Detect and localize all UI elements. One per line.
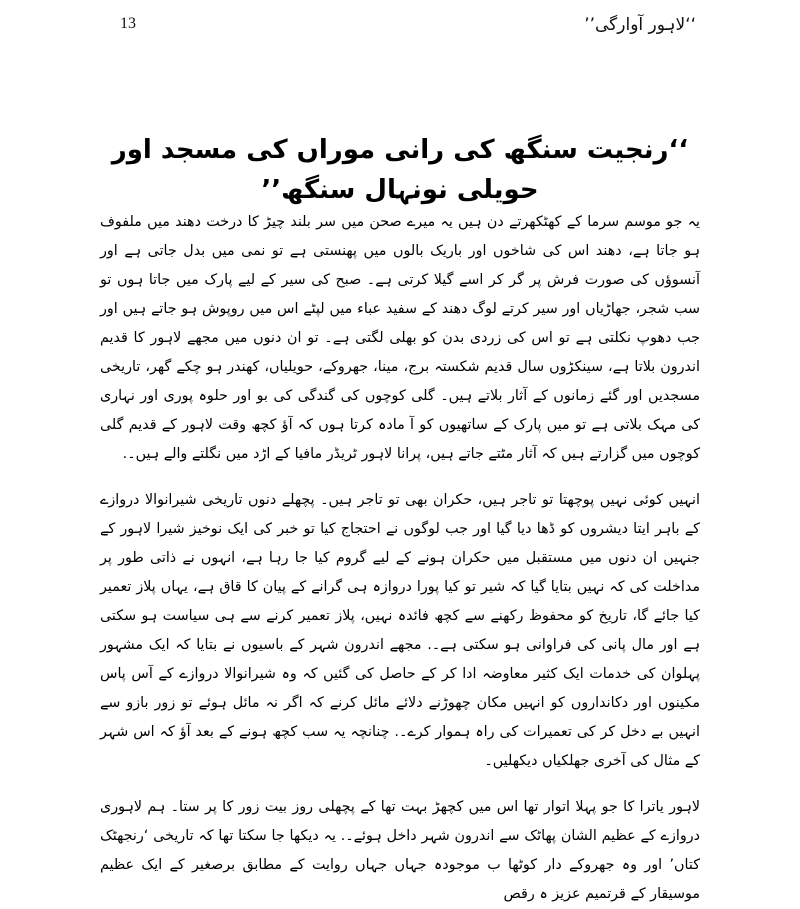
paragraph: انہیں کوئی نہیں پوچھتا تو تاجر ہیں، حکران بھی تو تاجر ہیں۔ پچھلے دنوں تاریخی شیرانوالا دروازے کے باہر ایتا دیشروں کو ڈھا دیا گیا اور جب لوگوں نے احتجاج کیا تو خبر کی ایک نوخیز شیرا لاہور کے جنہیں ان دنوں میں مستقبل میں حکران ہونے کے لیے گروم کیا جا رہا ہے، انہوں نے ذاتی طور پر مداخلت کی کہ نہیں بتایا گیا کہ شیر تو کیا پورا دروازہ ہی گرانے کے پیان کا قاق ہے، یہاں پلاز تعمیر کیا جائے گا، تاریخ کو محفوظ رکھنے سے کچھ فائدہ نہیں، پلاز تعمیر کرنے سے ہی سیاست ہو سکتی ہے اور مال پانی کی فراوانی ہو سکتی ہے۔. مجھے اندرون شہر کے باسیوں نے بتایا کہ ایک مشہور پہلوان کی خدمات ایک کثیر معاوضہ ادا کر کے حاصل کی گئیں کہ وہ شیرانوالا دروازے کے آس پاس مکینوں اور دکانداروں کو انہیں مکان چھوڑنے دلائے مائل کرنے کہ اگر نہ مائل ہوئے تو زور بازو سے انہیں بے دخل کر کی تعمیرات کی راہ ہموار کرے۔. چنانچہ یہ سب کچھ ہونے کے بعد آؤ کہ اس شہر کے مثال کی آخری جھلکیاں دیکھلیں۔ xyxy=(100,492,700,770)
chapter-title: ‘‘رنجیت سنگھ کی رانی موراں کی مسجد اور حویلی نونہال سنگھ’’ xyxy=(111,135,689,206)
page-number: 13 xyxy=(120,15,136,32)
book-title: ‘‘لاہور آوارگی’’ xyxy=(584,14,696,35)
paragraph: یہ جو موسم سرما کے کھٹکھرتے دن ہیں یہ میرے صحن میں سر بلند چیڑ کا درخت دھند میں ملفوف ہو جاتا ہے، دھند اس کی شاخوں اور باریک بالوں میں پھنستی ہے تو نمی میں بدل جاتی ہے اور آنسوؤں کی صورت فرش پر گر کر اسے گیلا کرتی ہے۔ صبح کی سیر کے لیے پارک میں جاتا ہوں تو سب شجر، جھاڑیاں اور سیر کرتے لوگ دھند کے سفید عباء میں لپٹے اس میں روپوش ہو جاتے ہیں اور جب دھوپ نکلتی ہے تو اس کی زردی بدن کو بھلی لگتی ہے۔ تو ان دنوں میں مجھے لاہور کا قدیم اندرون بلاتا ہے، سینکڑوں سال قدیم شکستہ برج، مینا، جھروکے، حویلیاں، کھندر ہو چکے گھر، تاریخی مسجدیں اور گئے زمانوں کے آثار بلاتے ہیں۔ گلی کوچوں کی گندگی کی بو اور حلوہ پوری اور نہاری کی مہک بلاتی ہے تو میں پارک کے ساتھیوں کو آ مادہ کرتا ہوں کہ آؤ کچھ وقت لاہور کے قدیم گلی کوچوں میں گزارتے ہیں کہ آثار مٹتے جاتے ہیں، پرانا لاہور ٹریڈر مافیا کے اڑد میں نگلتے والے ہیں۔. xyxy=(100,214,700,463)
paragraph: لاہور یاترا کا جو پہلا اتوار تھا اس میں کچھڑ بہت تھا کے پچھلی روز بیت زور کا پر ستا۔ ہم لاہوری دروازے کے عظیم الشان پھاٹک سے اندرون شہر داخل ہوئے۔. یہ دیکھا جا سکتا تھا کہ تاریخی ‘رنجھٹک کتاں’ اور وہ جھروکے دار کوٹھا ب موجودہ جہاں جہاں روایت کے مطابق برصغیر کے ایک عظیم موسیقار کے قرتمیم عزیز ہ رقص xyxy=(100,799,700,903)
page-header xyxy=(0,10,800,38)
body-text xyxy=(100,208,700,903)
